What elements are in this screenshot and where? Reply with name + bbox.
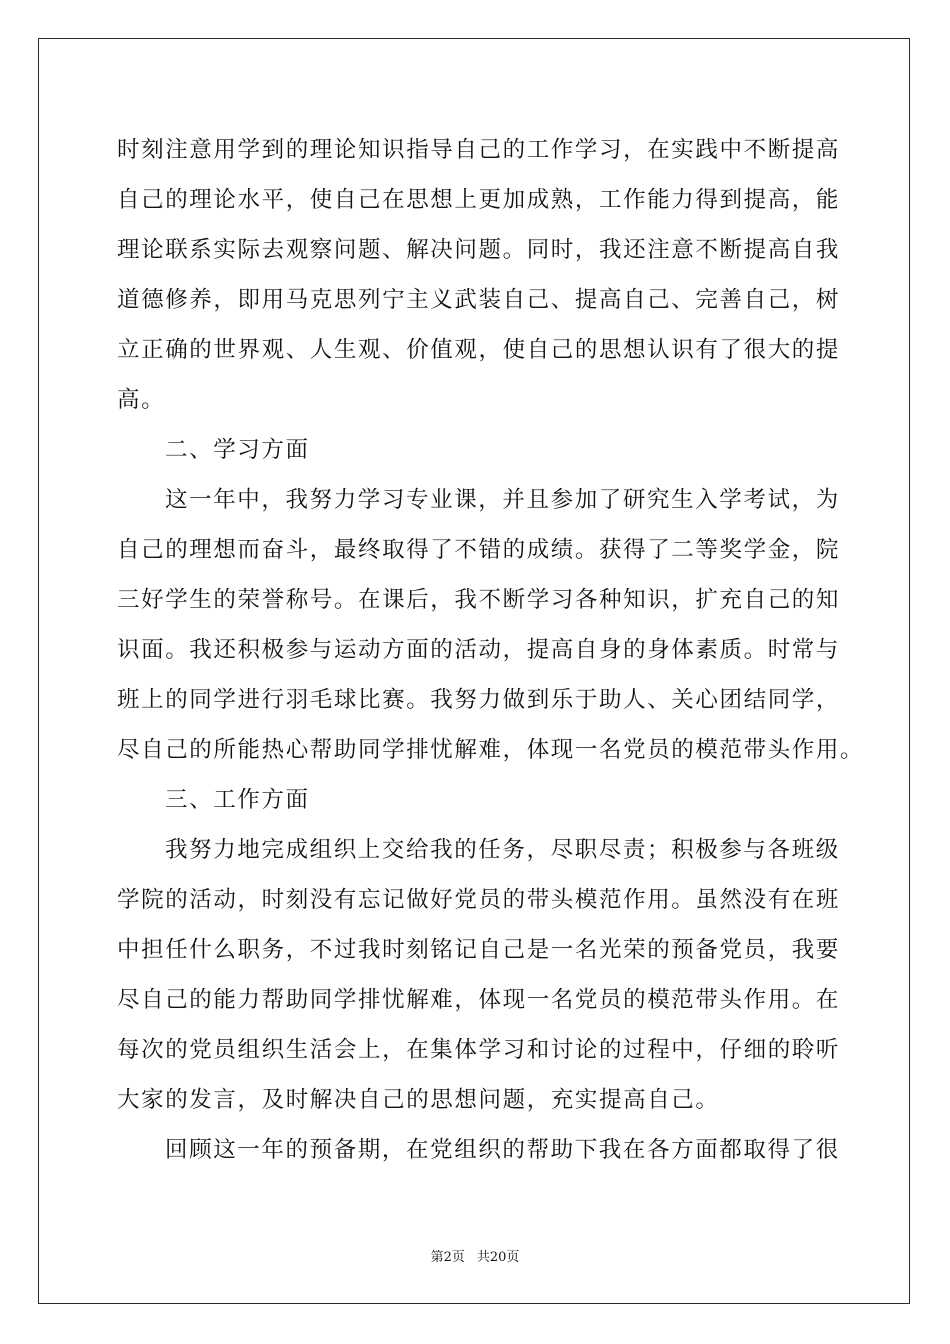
body-line: 尽自己的所能热心帮助同学排忧解难，体现一名党员的模范带头作用。 [117, 737, 865, 763]
paragraph-first-line: 我努力地完成组织上交给我的任务，尽职尽责；积极参与各班级 [165, 837, 840, 863]
paragraph-first-line: 回顾这一年的预备期，在党组织的帮助下我在各方面都取得了很 [165, 1137, 840, 1163]
body-line: 尽自己的能力帮助同学排忧解难，体现一名党员的模范带头作用。在 [117, 987, 841, 1013]
body-line: 自己的理想而奋斗，最终取得了不错的成绩。获得了二等奖学金，院 [117, 537, 841, 563]
page-number: 第2页 [430, 1250, 465, 1265]
document-body [117, 125, 865, 1175]
body-line: 自己的理论水平，使自己在思想上更加成熟，工作能力得到提高，能 [117, 187, 841, 213]
section-heading-study: 二、学习方面 [165, 437, 310, 463]
section-heading-work: 三、工作方面 [165, 787, 310, 813]
paragraph-first-line: 这一年中，我努力学习专业课，并且参加了研究生入学考试，为 [165, 487, 840, 513]
total-pages: 共20页 [476, 1250, 520, 1265]
body-line: 学院的活动，时刻没有忘记做好党员的带头模范作用。虽然没有在班 [117, 887, 841, 913]
page-footer [0, 1246, 950, 1265]
body-line: 时刻注意用学到的理论知识指导自己的工作学习，在实践中不断提高 [117, 137, 841, 163]
body-line: 三好学生的荣誉称号。在课后，我不断学习各种知识，扩充自己的知 [117, 587, 841, 613]
body-line: 道德修养，即用马克思列宁主义武装自己、提高自己、完善自己，树 [117, 287, 841, 313]
body-line: 高。 [117, 387, 166, 413]
body-line: 理论联系实际去观察问题、解决问题。同时，我还注意不断提高自我 [117, 237, 841, 263]
body-line: 大家的发言，及时解决自己的思想问题，充实提高自己。 [117, 1087, 720, 1113]
body-line: 班上的同学进行羽毛球比赛。我努力做到乐于助人、关心团结同学， [117, 687, 841, 713]
body-line: 每次的党员组织生活会上，在集体学习和讨论的过程中，仔细的聆听 [117, 1037, 841, 1063]
body-line: 中担任什么职务，不过我时刻铭记自己是一名光荣的预备党员，我要 [117, 937, 841, 963]
body-line: 立正确的世界观、人生观、价值观，使自己的思想认识有了很大的提 [117, 337, 841, 363]
body-line: 识面。我还积极参与运动方面的活动，提高自身的身体素质。时常与 [117, 637, 841, 663]
